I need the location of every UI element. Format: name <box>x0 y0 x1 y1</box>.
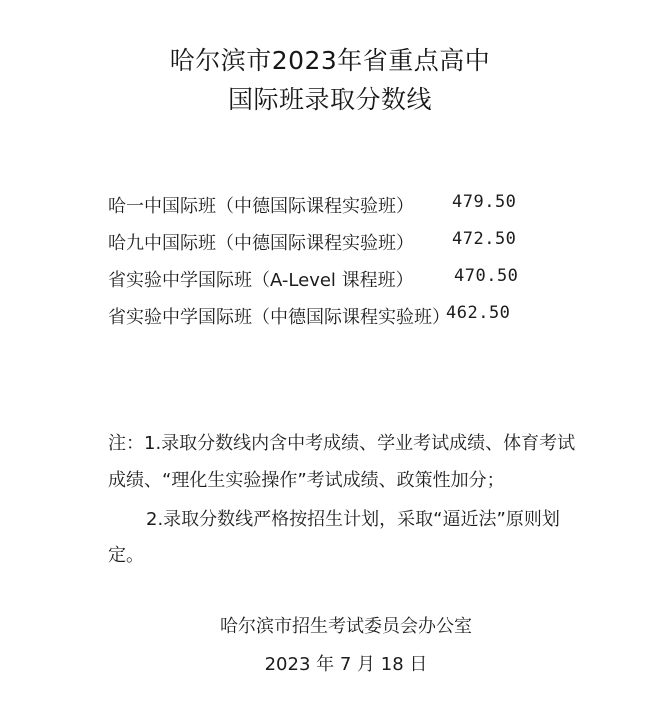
score-value: 472.50 <box>452 229 517 249</box>
score-value: 479.50 <box>452 192 517 212</box>
school-name: 省实验中学国际班（A-Level 课程班） <box>108 270 414 291</box>
score-row <box>0 266 660 292</box>
school-name: 省实验中学国际班（中德国际课程实验班） <box>108 307 450 328</box>
note-line-2: 成绩、“理化生实验操作”考试成绩、政策性加分； <box>108 470 505 491</box>
issue-date: 2023 年 7 月 18 日 <box>264 654 428 675</box>
score-value: 462.50 <box>446 303 511 323</box>
score-row <box>0 303 660 329</box>
score-value: 470.50 <box>454 266 519 286</box>
document-title-line-2: 国际班录取分数线 <box>227 85 432 114</box>
score-row <box>0 229 660 255</box>
document-title-line-1: 哈尔滨市2023年省重点高中 <box>169 46 491 75</box>
note-line-4: 定。 <box>108 545 144 566</box>
note-line-1: 注：1.录取分数线内含中考成绩、学业考试成绩、体育考试 <box>108 433 576 454</box>
school-name: 哈九中国际班（中德国际课程实验班） <box>108 233 414 254</box>
school-name: 哈一中国际班（中德国际课程实验班） <box>108 196 414 217</box>
issuer-name: 哈尔滨市招生考试委员会办公室 <box>220 616 472 637</box>
note-line-3: 2.录取分数线严格按招生计划，采取“逼近法”原则划 <box>146 509 560 530</box>
score-row <box>0 192 660 218</box>
